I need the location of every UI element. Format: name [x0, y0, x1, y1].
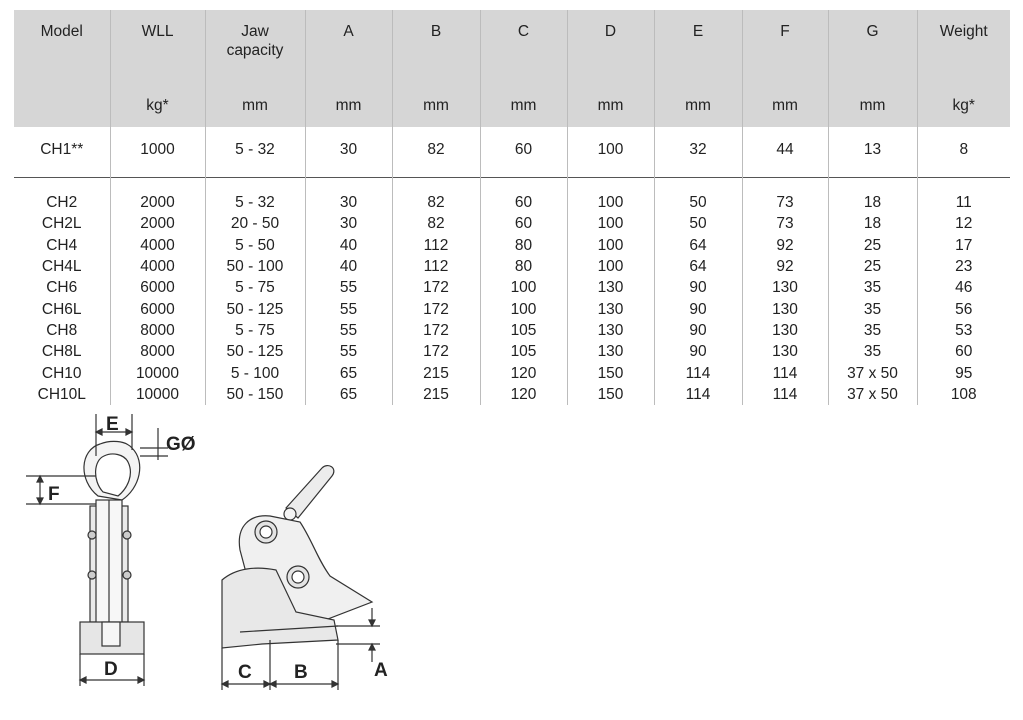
table-cell: 2000: [110, 213, 205, 234]
table-row: [14, 298, 1010, 319]
table-cell: CH10: [41, 364, 82, 382]
table-cell: 172: [392, 277, 480, 298]
table-cell: 100: [567, 213, 654, 234]
column-header-label: A: [343, 23, 354, 40]
table-cell: 55: [305, 298, 392, 319]
table-cell: 4000: [110, 256, 205, 277]
column-header: [110, 10, 205, 94]
table-cell: 35: [828, 341, 917, 362]
column-header: [742, 10, 828, 94]
dim-label-b: B: [294, 662, 308, 683]
table-cell: 100: [480, 298, 567, 319]
table-cell: 8000: [110, 320, 205, 341]
table-row: [14, 178, 1010, 214]
column-unit: mm: [305, 94, 392, 127]
table-cell: 108: [917, 384, 1010, 405]
table-cell: 64: [654, 235, 742, 256]
table-cell: CH2L: [41, 215, 82, 233]
table-cell: 8000: [110, 341, 205, 362]
dim-label-c: C: [238, 662, 252, 683]
table-cell: 5 - 75: [205, 320, 305, 341]
column-header-label: WLL: [141, 23, 174, 40]
table-cell: 35: [828, 277, 917, 298]
table-cell: 13: [828, 127, 917, 178]
table-cell: 11: [917, 178, 1010, 214]
table-cell: 56: [917, 298, 1010, 319]
table-cell: 105: [480, 320, 567, 341]
table-cell: 17: [917, 235, 1010, 256]
table-first-group: [14, 127, 1010, 178]
table-cell: 150: [567, 362, 654, 383]
table-cell: 92: [742, 235, 828, 256]
table-row: [14, 362, 1010, 383]
table-cell: 60: [480, 178, 567, 214]
table-cell: 5 - 75: [205, 277, 305, 298]
column-header: [14, 10, 110, 94]
column-header-label: F: [780, 23, 790, 40]
table-header: [14, 10, 1010, 127]
column-header-label: Jaw: [241, 23, 269, 40]
column-unit: mm: [392, 94, 480, 127]
column-header-label-line2: capacity: [226, 42, 284, 59]
table-cell: 64: [654, 256, 742, 277]
table-cell: 114: [654, 362, 742, 383]
table-cell: 5 - 32: [205, 178, 305, 214]
table-cell: 130: [567, 320, 654, 341]
column-header-label: Model: [40, 23, 83, 40]
table-cell: CH2: [46, 194, 78, 212]
column-unit: kg*: [917, 94, 1010, 127]
column-unit: mm: [654, 94, 742, 127]
column-unit: kg*: [110, 94, 205, 127]
column-header: [205, 10, 305, 94]
table-cell: 37 x 50: [828, 362, 917, 383]
table-cell: 172: [392, 298, 480, 319]
table-cell: 130: [742, 277, 828, 298]
table-cell: 73: [742, 178, 828, 214]
table-cell: 82: [392, 127, 480, 178]
column-header-label: E: [692, 23, 704, 40]
table-cell: 10000: [110, 384, 205, 405]
column-header: [392, 10, 480, 94]
table-cell: 25: [828, 235, 917, 256]
table-cell: 18: [828, 213, 917, 234]
table-cell: 23: [917, 256, 1010, 277]
table-cell: 100: [567, 235, 654, 256]
table-cell: CH8L: [41, 343, 82, 361]
column-header-label: C: [517, 23, 530, 40]
table-cell: 4000: [110, 235, 205, 256]
table-cell: 35: [828, 298, 917, 319]
table-row: [14, 127, 1010, 178]
table-cell: 40: [305, 256, 392, 277]
column-header: [828, 10, 917, 94]
table-cell: CH8: [46, 321, 78, 339]
table-cell: 53: [917, 320, 1010, 341]
table-cell: CH6: [46, 279, 78, 297]
table-cell: 25: [828, 256, 917, 277]
table-cell: 46: [917, 277, 1010, 298]
table-row: [14, 213, 1010, 234]
table-cell: 112: [392, 256, 480, 277]
table-cell: 40: [305, 235, 392, 256]
table-cell: 6000: [110, 277, 205, 298]
table-cell: 130: [742, 298, 828, 319]
table-cell: 50 - 150: [205, 384, 305, 405]
column-unit: [14, 94, 110, 127]
table-cell: 82: [392, 213, 480, 234]
table-cell: 65: [305, 384, 392, 405]
table-cell: 120: [480, 362, 567, 383]
table-cell: 5 - 100: [205, 362, 305, 383]
table-cell: 215: [392, 362, 480, 383]
column-header: [567, 10, 654, 94]
table-cell: 50 - 125: [205, 341, 305, 362]
table-cell: 60: [480, 127, 567, 178]
table-cell: 95: [917, 362, 1010, 383]
table-row: [14, 341, 1010, 362]
table-cell: 2000: [110, 178, 205, 214]
table-row: [14, 235, 1010, 256]
table-cell: 55: [305, 277, 392, 298]
table-cell: 114: [742, 362, 828, 383]
table-cell: 18: [828, 178, 917, 214]
dim-label-a: A: [374, 660, 388, 681]
table-cell: 55: [305, 320, 392, 341]
table-cell: 100: [480, 277, 567, 298]
column-unit: mm: [828, 94, 917, 127]
spec-table: [14, 10, 1010, 405]
column-header: [305, 10, 392, 94]
dim-label-g: GØ: [166, 434, 196, 455]
column-unit: mm: [480, 94, 567, 127]
table-cell: 30: [305, 178, 392, 214]
table-cell: 114: [742, 384, 828, 405]
table-cell: 50 - 125: [205, 298, 305, 319]
table-cell: 44: [742, 127, 828, 178]
table-cell: 8: [917, 127, 1010, 178]
table-cell: 90: [654, 298, 742, 319]
column-header: [917, 10, 1010, 94]
table-cell: 80: [480, 235, 567, 256]
table-cell: 35: [828, 320, 917, 341]
dim-label-d: D: [104, 659, 118, 680]
dim-label-e: E: [106, 414, 119, 435]
table-cell: 172: [392, 341, 480, 362]
table-cell: 150: [567, 384, 654, 405]
table-cell: 100: [567, 256, 654, 277]
table-cell: 172: [392, 320, 480, 341]
table-cell: 90: [654, 277, 742, 298]
table-cell: 100: [567, 127, 654, 178]
table-cell: 90: [654, 341, 742, 362]
column-unit: mm: [567, 94, 654, 127]
table-cell: 50 - 100: [205, 256, 305, 277]
column-unit: mm: [205, 94, 305, 127]
table-cell: 6000: [110, 298, 205, 319]
table-cell: CH1**: [40, 141, 84, 158]
table-cell: 130: [742, 341, 828, 362]
dim-label-f: F: [48, 484, 60, 505]
table-cell: 30: [305, 213, 392, 234]
table-cell: CH6L: [41, 300, 82, 318]
column-header-label: Weight: [939, 23, 988, 40]
column-header: [654, 10, 742, 94]
table-cell: 37 x 50: [828, 384, 917, 405]
table-cell: 5 - 50: [205, 235, 305, 256]
table-cell: CH10L: [37, 385, 86, 403]
table-cell: CH4: [46, 236, 78, 254]
table-row: [14, 277, 1010, 298]
table-cell: 60: [480, 213, 567, 234]
table-cell: 80: [480, 256, 567, 277]
table-cell: 30: [305, 127, 392, 178]
table-cell: 105: [480, 341, 567, 362]
table-cell: 10000: [110, 362, 205, 383]
table-cell: 100: [567, 178, 654, 214]
table-row: [14, 320, 1010, 341]
table-cell: 12: [917, 213, 1010, 234]
table-cell: 60: [917, 341, 1010, 362]
table-cell: 65: [305, 362, 392, 383]
table-cell: 92: [742, 256, 828, 277]
table-cell: 130: [567, 277, 654, 298]
table-cell: 130: [742, 320, 828, 341]
column-header: [480, 10, 567, 94]
table-cell: 5 - 32: [205, 127, 305, 178]
table-cell: 130: [567, 298, 654, 319]
table-cell: 1000: [110, 127, 205, 178]
table-cell: 50: [654, 213, 742, 234]
table-cell: 73: [742, 213, 828, 234]
table-rows: [14, 178, 1010, 405]
column-header-label: D: [604, 23, 617, 40]
table-cell: 55: [305, 341, 392, 362]
table-cell: 20 - 50: [205, 213, 305, 234]
column-header-label: B: [430, 23, 442, 40]
table-cell: 112: [392, 235, 480, 256]
table-cell: CH4L: [41, 258, 82, 276]
column-header-label: G: [866, 23, 879, 40]
table-cell: 82: [392, 178, 480, 214]
table-cell: 90: [654, 320, 742, 341]
table-cell: 215: [392, 384, 480, 405]
clamp-diagram: [0, 400, 420, 700]
table-cell: 114: [654, 384, 742, 405]
table-cell: 32: [654, 127, 742, 178]
column-unit: mm: [742, 94, 828, 127]
table-cell: 130: [567, 341, 654, 362]
table-cell: 120: [480, 384, 567, 405]
table-row: [14, 256, 1010, 277]
table-cell: 50: [654, 178, 742, 214]
